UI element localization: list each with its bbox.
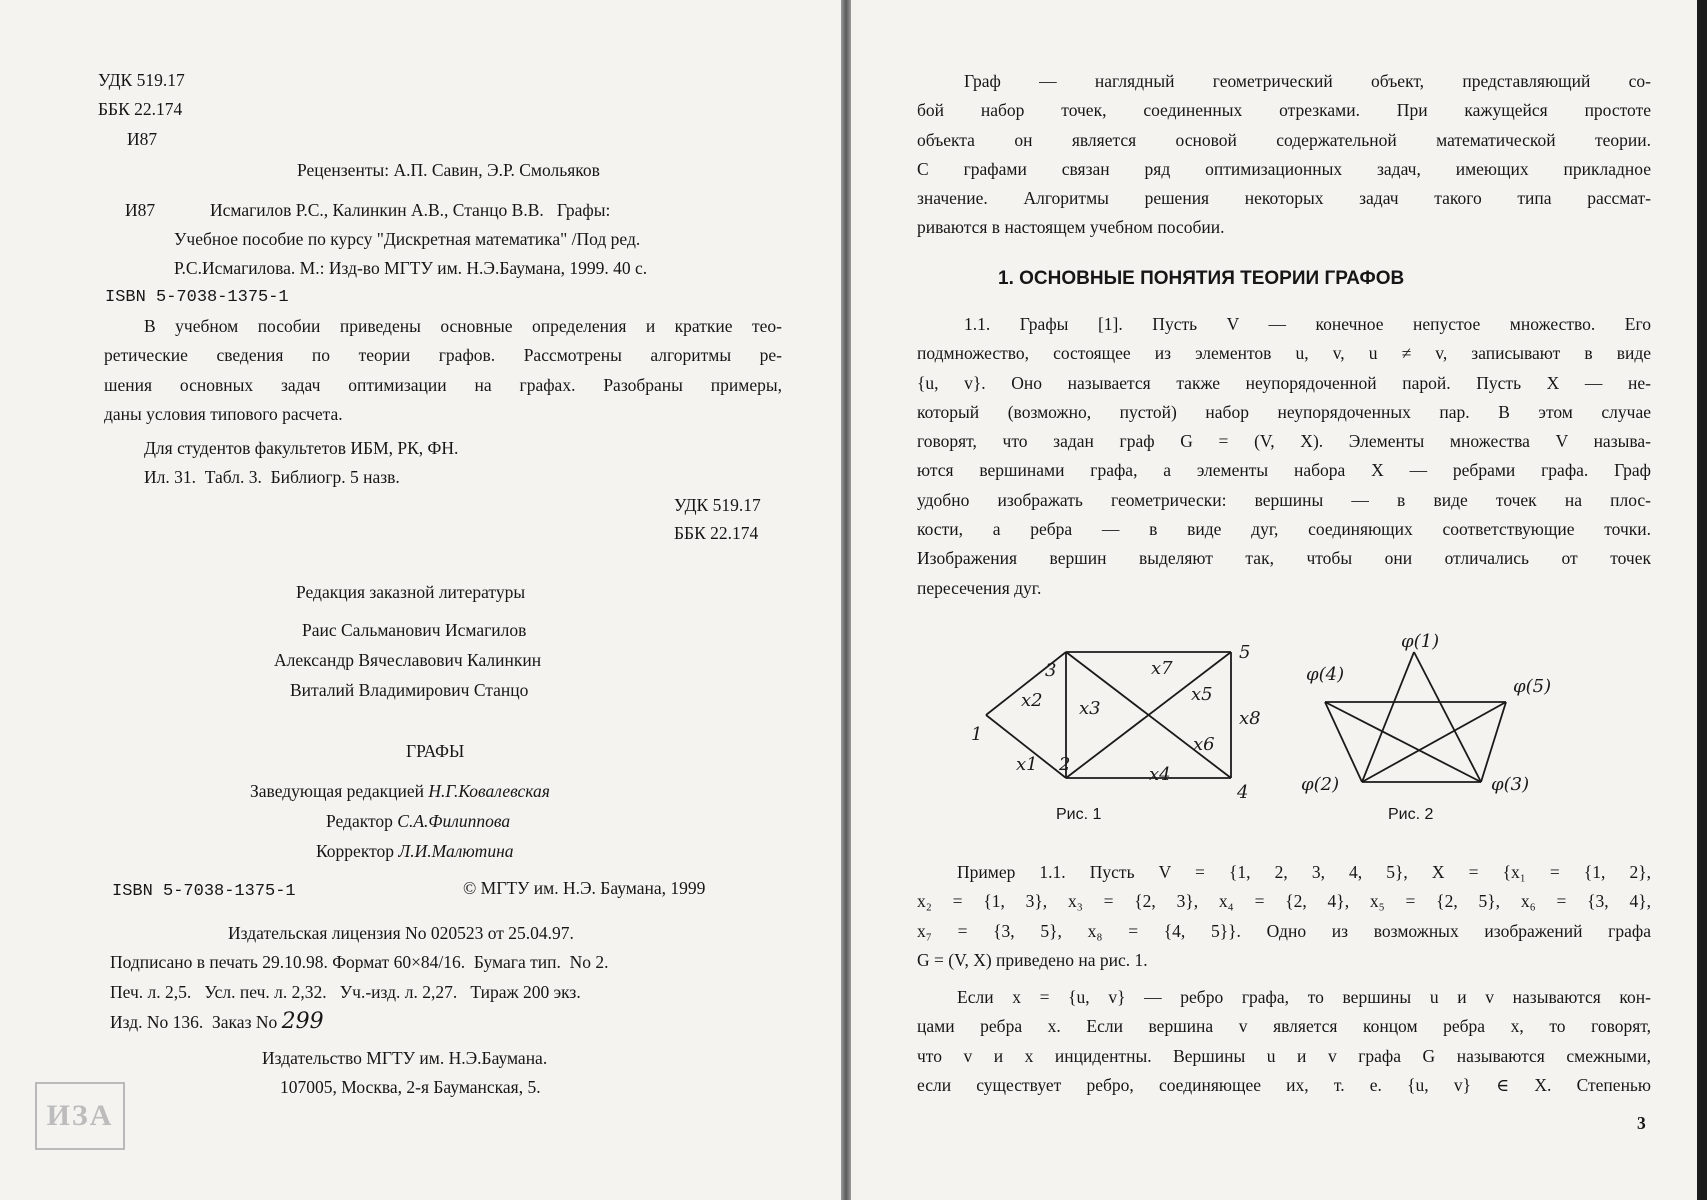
reviewers: Рецензенты: А.П. Савин, Э.Р. Смольяков [297, 160, 600, 180]
edge-label: x7 [1151, 658, 1173, 679]
order-line [110, 1009, 324, 1034]
page-edge [1697, 0, 1707, 1200]
edge-label: x2 [1021, 690, 1043, 711]
copyright: © МГТУ им. Н.Э. Баумана, 1999 [463, 878, 706, 898]
definition-line: 1.1. Графы [1]. Пусть V — конечное непустое множество. Его [964, 314, 1651, 334]
definition-line: кости, а ребра — в виде дуг, соединяющих соответствующие точки. [917, 519, 1651, 540]
udk-right: УДК 519.17 [674, 495, 761, 515]
abstract-line: В учебном пособии приведены основные определения и краткие тео- [144, 316, 782, 336]
intro-line: значение. Алгоритмы решения некоторых задач такого типа рассмат- [917, 188, 1651, 209]
vertex-label: 3 [1045, 660, 1057, 681]
edge-label: x1 [1016, 754, 1038, 775]
vertex-label: 4 [1237, 782, 1249, 803]
bbk-right: ББК 22.174 [674, 523, 759, 543]
bbk-top: ББК 22.174 [98, 99, 183, 119]
definition-line: говорят, что задан граф G = (V, X). Элементы множества V называ- [917, 431, 1651, 452]
corrector [316, 841, 514, 861]
bib-line-3: Р.С.Исмагилова. М.: Изд-во МГТУ им. Н.Э.Баумана, 1999. 40 с. [174, 258, 648, 278]
example-line: x₂ = {1, 3}, x₃ = {2, 3}, x₄ = {2, 4}, x₅ = {2, 5}, x₆ = {3, 4}, [917, 891, 1651, 912]
license: Издательская лицензия No 020523 от 25.04.97. [228, 923, 574, 943]
ends-line: что v и x инцидентны. Вершины u и v графа G называются смежными, [917, 1045, 1651, 1066]
publisher: Издательство МГТУ им. Н.Э.Баумана. [262, 1048, 548, 1068]
definition-line: Изображения вершин выделяют так, чтобы они отличались от точек [917, 548, 1651, 569]
intro-line: риваются в настоящем учебном пособии. [917, 217, 1225, 238]
bib-line-1: Исмагилов Р.С., Калинкин А.В., Станцо В.В. Графы: [210, 200, 611, 220]
intro-line: С графами связан ряд оптимизационных задач, имеющих прикладное [917, 158, 1651, 179]
isbn-1: ISBN 5-7038-1375-1 [105, 288, 289, 307]
edge-label: x4 [1149, 764, 1171, 785]
vertex-label: φ(1) [1401, 631, 1440, 652]
editor-label: Редактор [326, 811, 393, 831]
author-3: Виталий Владимирович Станцо [290, 680, 529, 700]
ends-line: Если x = {u, v} — ребро графа, то вершины u и v называются кон- [957, 987, 1651, 1007]
print-line-1: Подписано в печать 29.10.98. Формат 60×84/16. Бумага тип. No 2. [110, 952, 609, 972]
ends-line: цами ребра x. Если вершина v является концом ребра x, то говорят, [917, 1016, 1651, 1037]
vertex-label: φ(2) [1301, 774, 1340, 795]
edge [1362, 652, 1414, 782]
order-number-handwritten: 299 [281, 1009, 324, 1034]
figure-1-graph [911, 640, 1351, 825]
abstract-line: ретические сведения по теории графов. Рассмотрены алгоритмы ре- [104, 345, 782, 366]
edge-label: x6 [1193, 734, 1215, 755]
definition-line: пересечения дуг. [917, 577, 1042, 598]
definition-line: удобно изображать геометрически: вершины — в виде точек на плос- [917, 489, 1651, 510]
edition-line: Редакция заказной литературы [296, 582, 526, 602]
author-1: Раис Сальманович Исмагилов [302, 620, 527, 640]
illustrations-line: Ил. 31. Табл. 3. Библиогр. 5 назв. [144, 467, 400, 487]
figure-2-graph [1301, 630, 1611, 805]
example-paragraph [917, 858, 1651, 975]
head-editor [250, 781, 550, 801]
intro-paragraph [917, 67, 1651, 243]
intro-line: бой набор точек, соединенных отрезками. При кажущейся простоте [917, 100, 1651, 121]
code-top: И87 [127, 129, 158, 149]
vertex-label: φ(5) [1513, 676, 1552, 697]
book-title: ГРАФЫ [406, 741, 465, 761]
figure-1-caption: Рис. 1 [1056, 806, 1102, 823]
abstract-line: даны условия типового расчета. [104, 403, 343, 424]
corrector-name: Л.И.Малютина [398, 841, 514, 861]
head-editor-name: Н.Г.Ковалевская [428, 781, 550, 801]
vertex-label: 2 [1059, 754, 1071, 775]
page-number: 3 [1637, 1113, 1646, 1133]
edge-label: x5 [1191, 684, 1213, 705]
order-label: Изд. No 136. Заказ No [110, 1012, 278, 1032]
bib-line-2: Учебное пособие по курсу "Дискретная математика" /Под ред. [174, 229, 641, 249]
left-page [0, 0, 841, 1200]
figure-2-caption: Рис. 2 [1388, 806, 1434, 823]
library-stamp: ИЗА [35, 1082, 125, 1150]
udk-top: УДК 519.17 [98, 70, 185, 90]
vertex-label: φ(3) [1491, 774, 1530, 795]
ends-paragraph [917, 983, 1651, 1100]
intro-line: объекта он является основой содержательной математической теории. [917, 129, 1651, 150]
author-2: Александр Вячеславович Калинкин [274, 650, 542, 670]
print-line-2: Печ. л. 2,5. Усл. печ. л. 2,32. Уч.-изд. л. 2,27. Тираж 200 экз. [110, 982, 581, 1002]
definition-line: который (возможно, пустой) набор неупорядоченных пар. В этом случае [917, 401, 1651, 422]
definition-line: ются вершинами графа, а элементы набора X — ребрами графа. Граф [917, 460, 1651, 481]
section-title: 1. ОСНОВНЫЕ ПОНЯТИЯ ТЕОРИИ ГРАФОВ [998, 268, 1405, 289]
address: 107005, Москва, 2-я Бауманская, 5. [280, 1077, 541, 1097]
editor [326, 811, 510, 831]
isbn-2: ISBN 5-7038-1375-1 [112, 882, 296, 901]
vertex-label: 5 [1239, 642, 1251, 663]
example-line: Пример 1.1. Пусть V = {1, 2, 3, 4, 5}, X = {x₁ = {1, 2}, [957, 862, 1651, 882]
right-page [851, 0, 1707, 1200]
edge-label: x8 [1239, 708, 1261, 729]
book-gutter [841, 0, 851, 1200]
example-line: x₇ = {3, 5}, x₈ = {4, 5}}. Одно из возможных изображений графа [917, 920, 1651, 941]
students-line: Для студентов факультетов ИБМ, РК, ФН. [144, 438, 459, 458]
definition-line: {u, v}. Оно называется также неупорядоченной парой. Пусть X — не- [917, 372, 1651, 393]
edge [1325, 702, 1362, 782]
vertex-label: φ(4) [1306, 664, 1345, 685]
edge-label: x3 [1079, 698, 1101, 719]
head-editor-label: Заведующая редакцией [250, 781, 424, 801]
edge [1325, 702, 1481, 782]
definition-paragraph [917, 310, 1651, 603]
definition-line: подмножество, состоящее из элементов u, v, u ≠ v, записывают в виде [917, 343, 1651, 364]
bib-code: И87 [125, 200, 156, 220]
abstract-line: шения основных задач оптимизации на графах. Разобраны примеры, [104, 374, 782, 395]
vertex-label: 1 [971, 724, 983, 745]
intro-line: Граф — наглядный геометрический объект, представляющий со- [964, 71, 1651, 91]
example-line: G = (V, X) приведено на рис. 1. [917, 949, 1148, 970]
abstract [104, 312, 782, 429]
edge [1414, 652, 1481, 782]
editor-name: С.А.Филиппова [397, 811, 511, 831]
ends-line: если существует ребро, соединяющее их, т. е. {u, v} ∈ X. Степенью [917, 1074, 1651, 1095]
corrector-label: Корректор [316, 841, 395, 861]
